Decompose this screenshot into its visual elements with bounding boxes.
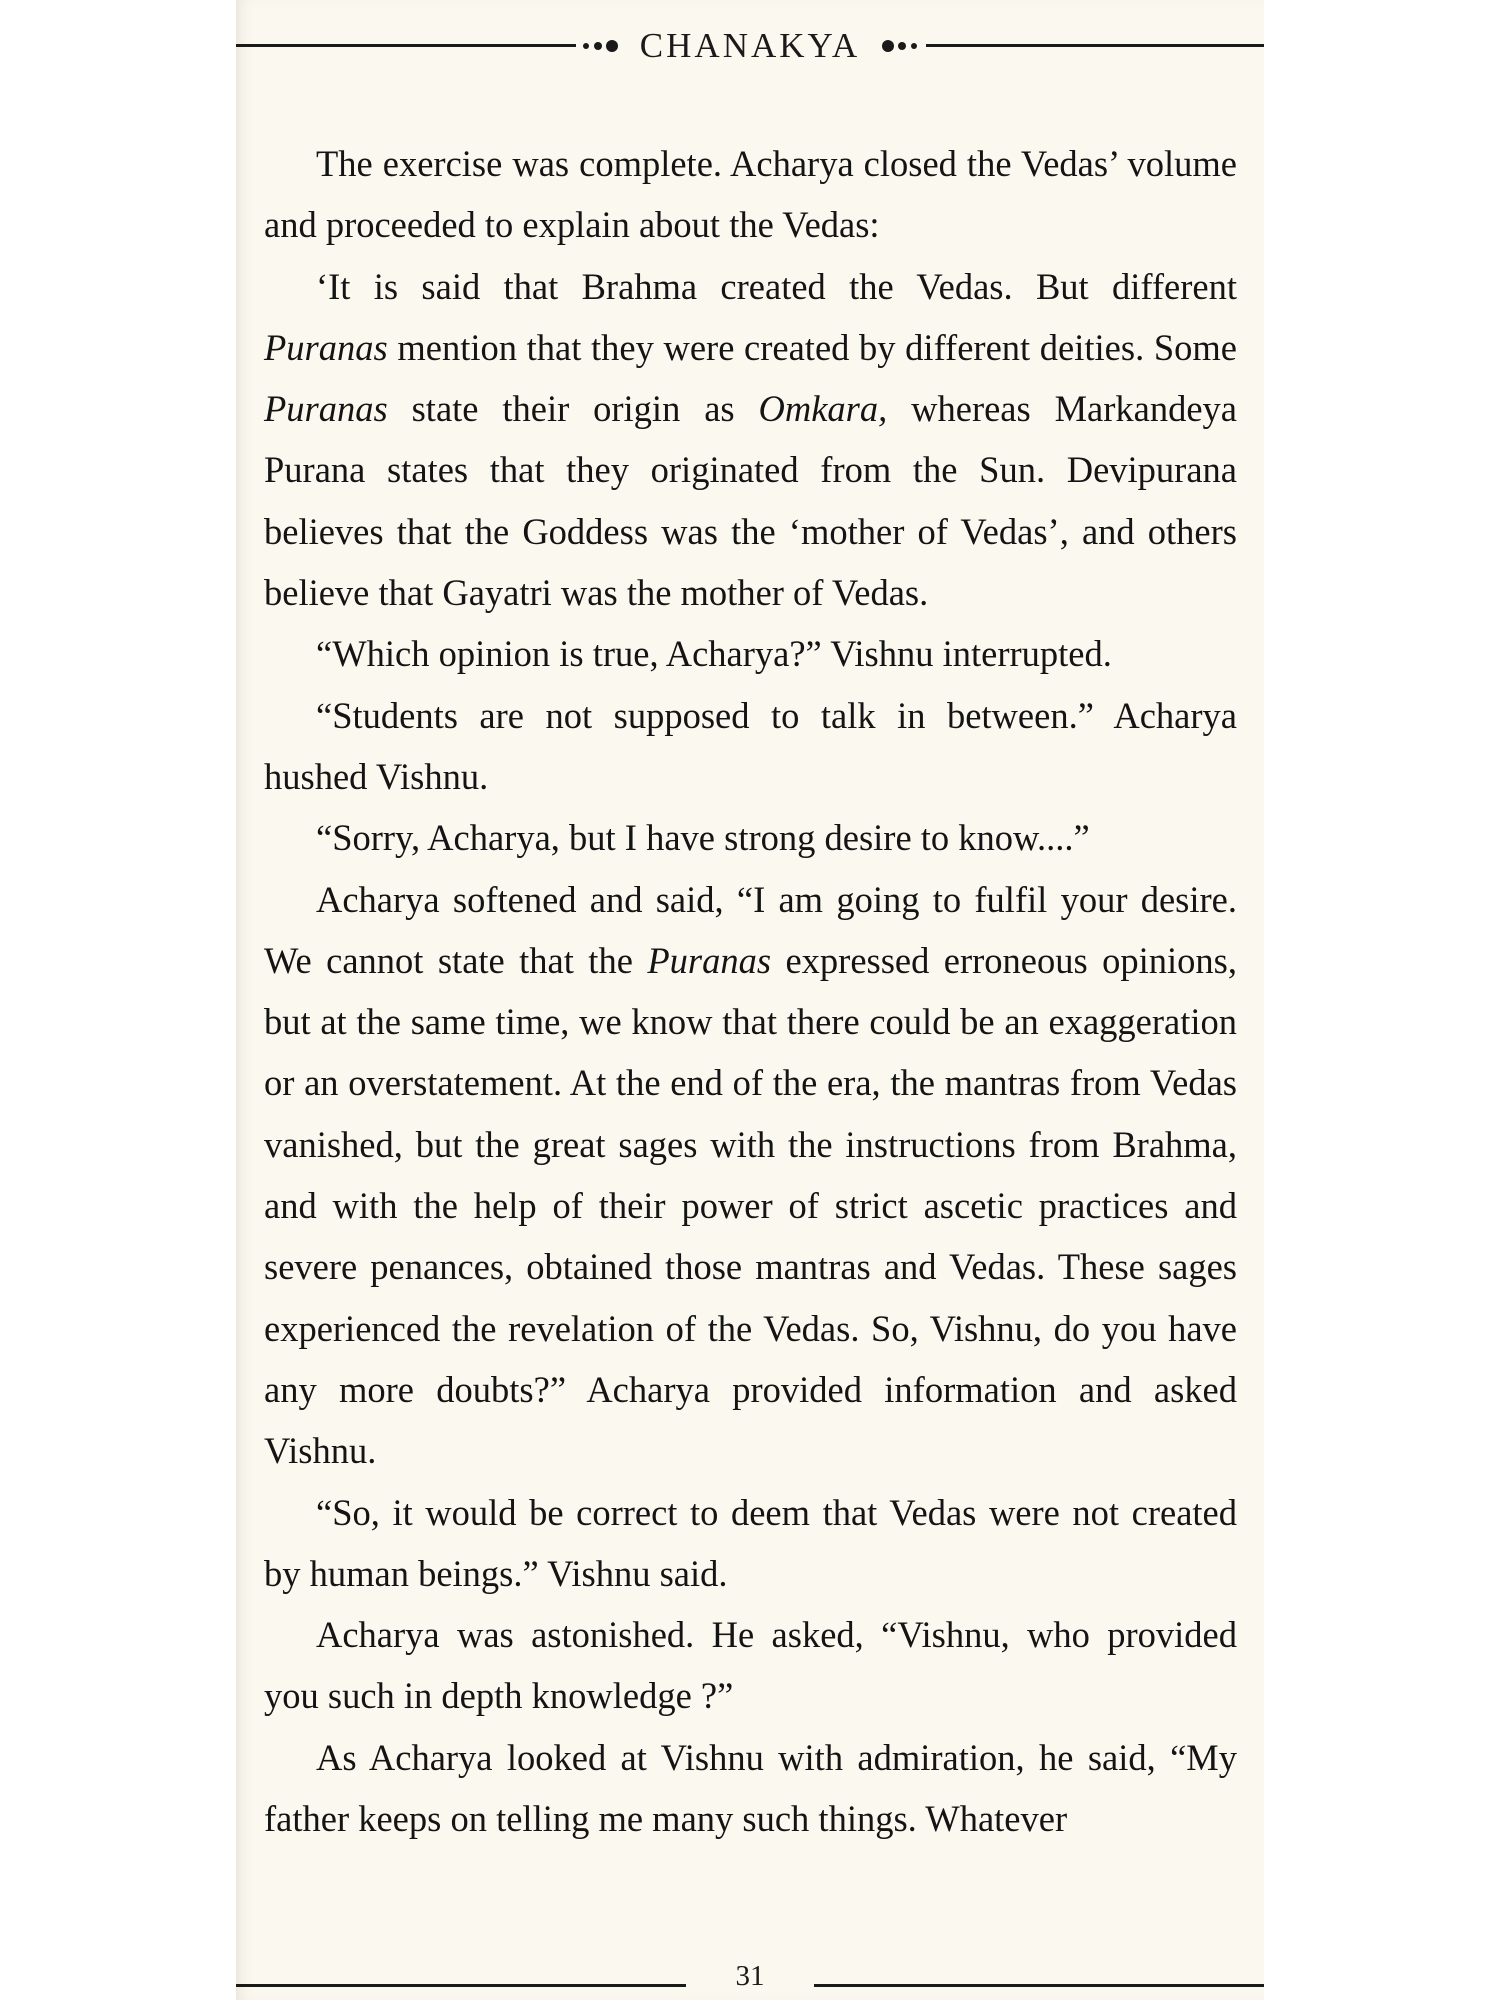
body-text [264,133,1237,1849]
book-page [236,0,1264,2000]
paragraph-7: “So, it would be correct to deem that Vedas were not created by human beings.” Vishnu said. [264,1491,1237,1594]
header-ornament-left-icon [576,37,636,55]
paragraph-8: Acharya was astonished. He asked, “Vishnu, who provided you such in depth knowledge ?” [264,1614,1237,1717]
paragraph-1: The exercise was complete. Acharya closed the Vedas’ volume and proceeded to explain about the Vedas: [264,143,1237,246]
header-ornament-right-icon [864,37,924,55]
header-rule-right [926,44,1264,47]
paragraph-5: “Sorry, Acharya, but I have strong desire to know....” [316,817,1090,859]
footer-rule-right [814,1984,1264,1987]
running-header [236,22,1264,72]
paragraph-4: “Students are not supposed to talk in between.” Acharya hushed Vishnu. [264,694,1237,797]
footer-rule-left [236,1984,686,1987]
paragraph-6: Acharya softened and said, “I am going to fulfil your desire. We cannot state that the Puranas expressed erroneous opinions, but at the same time, we know that there could be an exaggeration or an overstatement. At the end of the era, the mantras from Vedas vanished, but the great sages with the instructions from Brahma, and with the help of their power of strict ascetic practices and severe penances, obtained those mantras and Vedas. These sages experienced the revelation of the Vedas. So, Vishnu, do you have any more doubts?” Acharya provided information and asked Vishnu. [264,878,1237,1472]
header-rule-left [236,44,576,47]
running-title: CHANAKYA [639,26,861,65]
paragraph-3: “Which opinion is true, Acharya?” Vishnu interrupted. [316,633,1112,675]
paragraph-2: ‘It is said that Brahma created the Vedas. But different Puranas mention that they were created by different deities. Some Puranas state their origin as Omkara, whereas Markandeya Purana states that they originated from the Sun. Devipurana believes that the Goddess was the ‘mother of Vedas’, and others believe that Gayatri was the mother of Vedas. [264,265,1237,614]
paragraph-9: As Acharya looked at Vishnu with admiration, he said, “My father keeps on telling me many such things. Whatever [264,1736,1237,1840]
page-footer [236,1960,1264,2000]
page-number: 31 [735,1960,765,1992]
